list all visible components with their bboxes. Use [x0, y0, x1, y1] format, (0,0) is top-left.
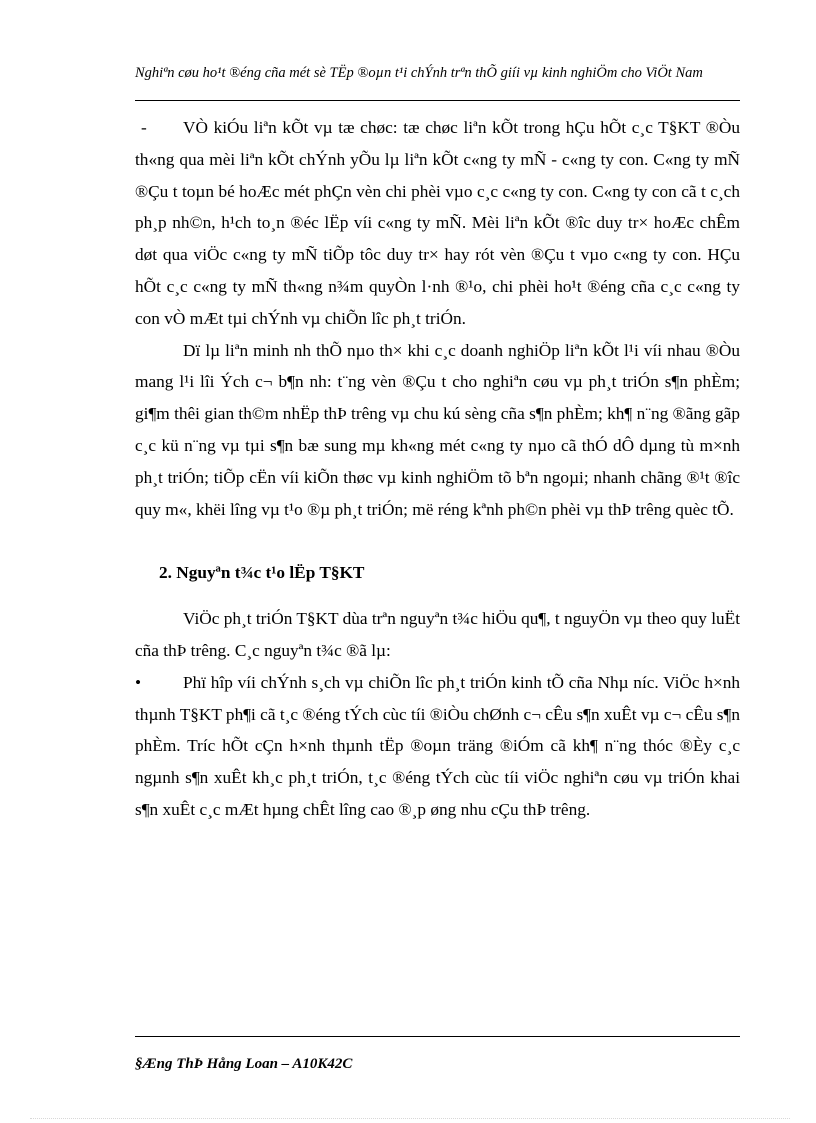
paragraph: ViÖc ph¸t triÓn T§KT dùa trªn nguyªn t¾c hiÖu qu¶, t nguyÖn vµ theo quy luËt cña thÞ trêng. C¸c nguyªn t¾c ®ã lµ: [135, 609, 740, 660]
bullet-marker: • [135, 672, 142, 692]
running-header: Nghiªn cøu ho¹t ®éng cña mét sè TËp ®oµn t¹i chÝnh trªn thÕ giíi vµ kinh nghiÖm cho ViÖt Nam [135, 65, 703, 81]
bullet-text: Phï hîp víi chÝnh s¸ch vµ chiÕn lîc ph¸t triÓn kinh tÕ cña Nhµ níc. ViÖc h×nh thµnh T§KT ph¶i cã t¸c ®éng tÝch cùc tíi ®iÒu chØnh c¬ cÊu s¶n xuÊt vµ c¬ cÊu s¶n phÈm. Tríc hÕt cÇn h×nh thµnh tËp ®oµn träng ®iÓm cã kh¶ n¨ng thóc ®Èy c¸c ngµnh s¶n xuÊt kh¸c ph¸t triÓn, t¸c ®éng tÝch cùc tíi viÖc nghiªn cøu vµ triÓn khai s¶n xuÊt c¸c mÆt hµng chÊt lîng cao ®¸p øng nhu cÇu thÞ trêng. [135, 672, 740, 819]
paragraph-dash-item [135, 112, 740, 335]
dash-marker: - [141, 118, 147, 137]
section-heading: 2. Nguyªn t¾c t¹o lËp T§KT [159, 563, 365, 583]
document-body [135, 112, 740, 826]
running-footer: §Æng ThÞ Hång Loan – A10K42C [135, 1056, 353, 1072]
bullet-item [135, 667, 740, 826]
page-edge-line [30, 1118, 790, 1119]
footer-divider [135, 1036, 740, 1037]
paragraph-text: VÒ kiÓu liªn kÕt vµ tæ chøc: tæ chøc liªn kÕt trong hÇu hÕt c¸c T§KT ®Òu th«ng qua mèi liªn kÕt chÝnh yÕu lµ liªn kÕt c«ng ty mÑ - c«ng ty con. C«ng ty mÑ ®Çu t toµn bé hoÆc mét phÇn vèn chi phèi vµo c¸c c«ng ty con. C«ng ty con cã t c¸ch ph¸p nh©n, h¹ch to¸n ®éc lËp víi c«ng ty mÑ. Mèi liªn kÕt ®îc duy tr× hoÆc chÊm døt qua viÖc c«ng ty mÑ tiÕp tôc duy tr× hay rót vèn ®Çu t vµo c«ng ty con. HÇu hÕt c¸c c«ng ty mÑ th«ng n¾m quyÒn l·nh ®¹o, chi phèi ho¹t ®éng cña c¸c c«ng ty con vÒ mÆt tµi chÝnh vµ chiÕn lîc ph¸t triÓn. [135, 118, 740, 328]
header-divider [135, 100, 740, 101]
paragraph: Dï lµ liªn minh nh thÕ nµo th× khi c¸c doanh nghiÖp liªn kÕt l¹i víi nhau ®Òu mang l¹i lîi Ých c¬ b¶n nh: t¨ng vèn ®Çu t cho nghiªn cøu vµ ph¸t triÓn s¶n phÈm; gi¶m thêi gian th©m nhËp thÞ trêng vµ chu kú sèng cña s¶n phÈm; kh¶ n¨ng ®ãng gãp c¸c kü n¨ng vµ tµi s¶n bæ sung mµ kh«ng mét c«ng ty nµo cã thÓ dÔ dµng tù m×nh ph¸t triÓn; tiÕp cËn víi kiÕn thøc vµ kinh nghiÖm tõ bªn ngoµi; nhanh chãng ®¹t ®îc quy m«, khëi lîng vµ t¹o ®µ ph¸t triÓn; më réng kªnh ph©n phèi vµ thÞ trêng quèc tÕ. [135, 340, 740, 519]
